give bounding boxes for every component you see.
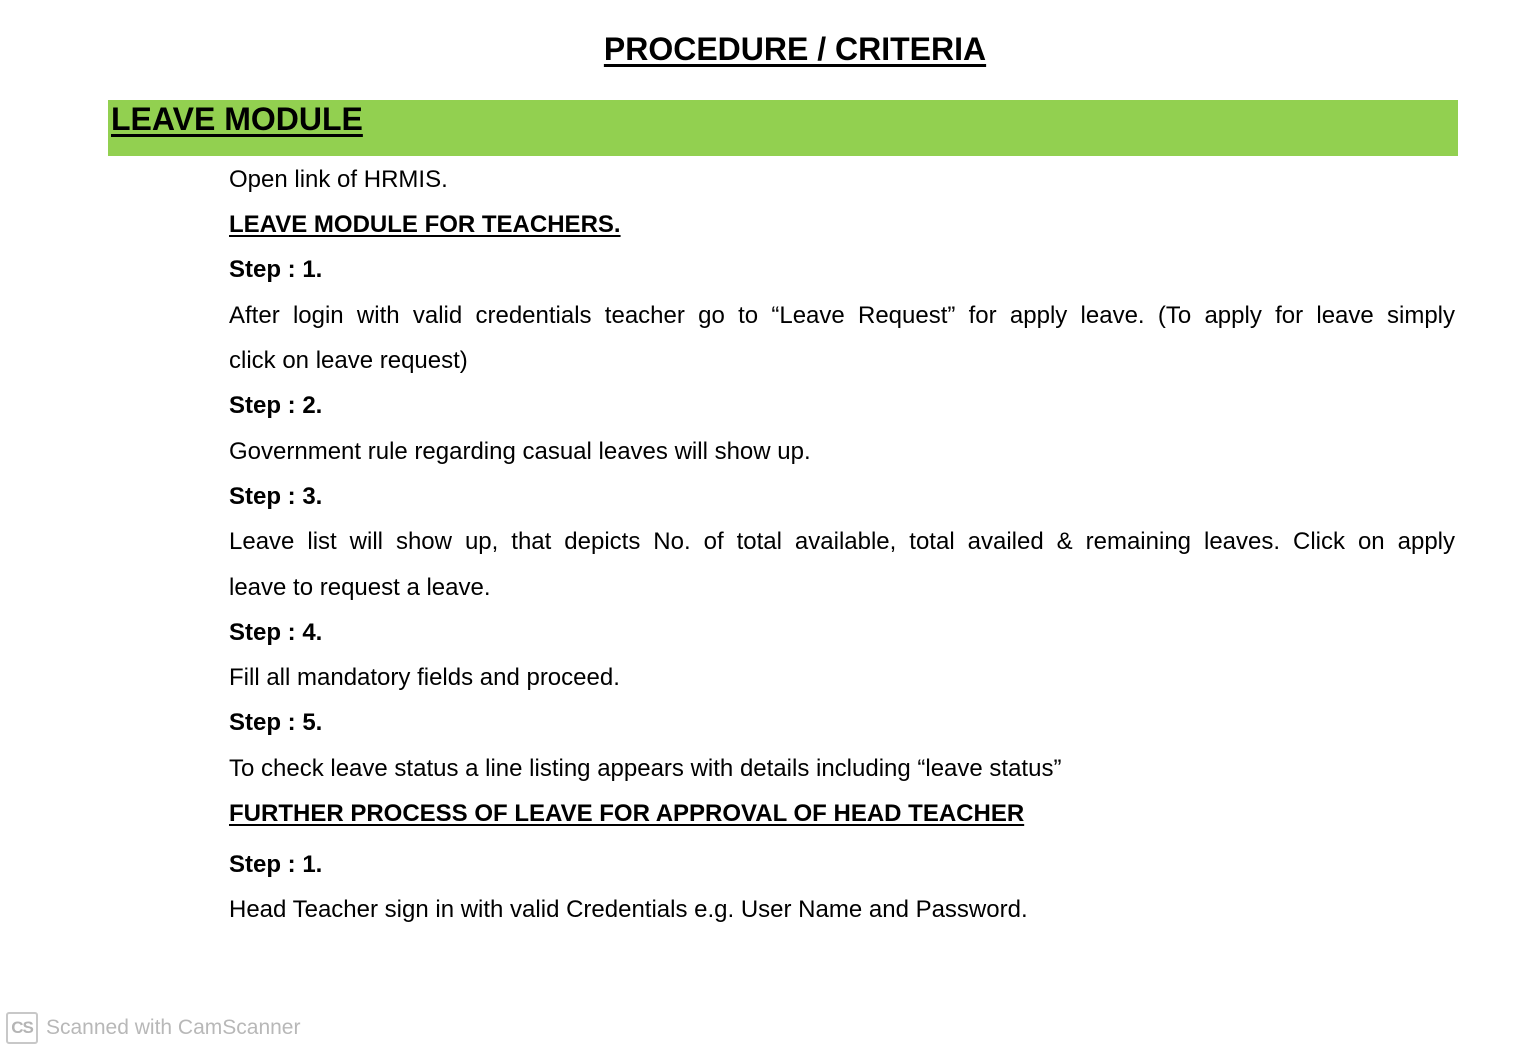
teachers-heading: LEAVE MODULE FOR TEACHERS. (229, 211, 621, 238)
page-title: PROCEDURE / CRITERIA (603, 31, 987, 67)
step-2-label: Step : 2. (229, 392, 323, 419)
scanner-watermark (6, 1010, 300, 1046)
section-header-bar (108, 100, 1458, 156)
step-2-text: Government rule regarding casual leaves will show up. (229, 438, 811, 465)
step-4-text: Fill all mandatory fields and proceed. (229, 664, 620, 691)
step-1-text-line-2: click on leave request) (229, 347, 468, 374)
step-3-text-line-1: Leave list will show up, that depicts No. of total available, total availed & remaining leaves. Click on apply (229, 528, 1455, 555)
watermark-text: Scanned with CamScanner (46, 1016, 301, 1039)
camscanner-logo-icon: CS (6, 1012, 38, 1044)
approval-step-1-label: Step : 1. (229, 851, 323, 878)
step-5-text: To check leave status a line listing appears with details including “leave status” (229, 755, 1062, 782)
step-5-label: Step : 5. (229, 709, 323, 736)
step-3-text-line-2: leave to request a leave. (229, 574, 491, 601)
approval-step-1-text: Head Teacher sign in with valid Credentials e.g. User Name and Password. (229, 896, 1028, 923)
intro-text: Open link of HRMIS. (229, 166, 448, 193)
step-4-label: Step : 4. (229, 619, 323, 646)
section-title: LEAVE MODULE (111, 101, 363, 137)
approval-heading: FURTHER PROCESS OF LEAVE FOR APPROVAL OF HEAD TEACHER (229, 800, 1025, 827)
step-3-label: Step : 3. (229, 483, 323, 510)
step-1-label: Step : 1. (229, 256, 323, 283)
step-1-text-line-1: After login with valid credentials teacher go to “Leave Request” for apply leave. (To apply for leave simply (229, 302, 1455, 329)
